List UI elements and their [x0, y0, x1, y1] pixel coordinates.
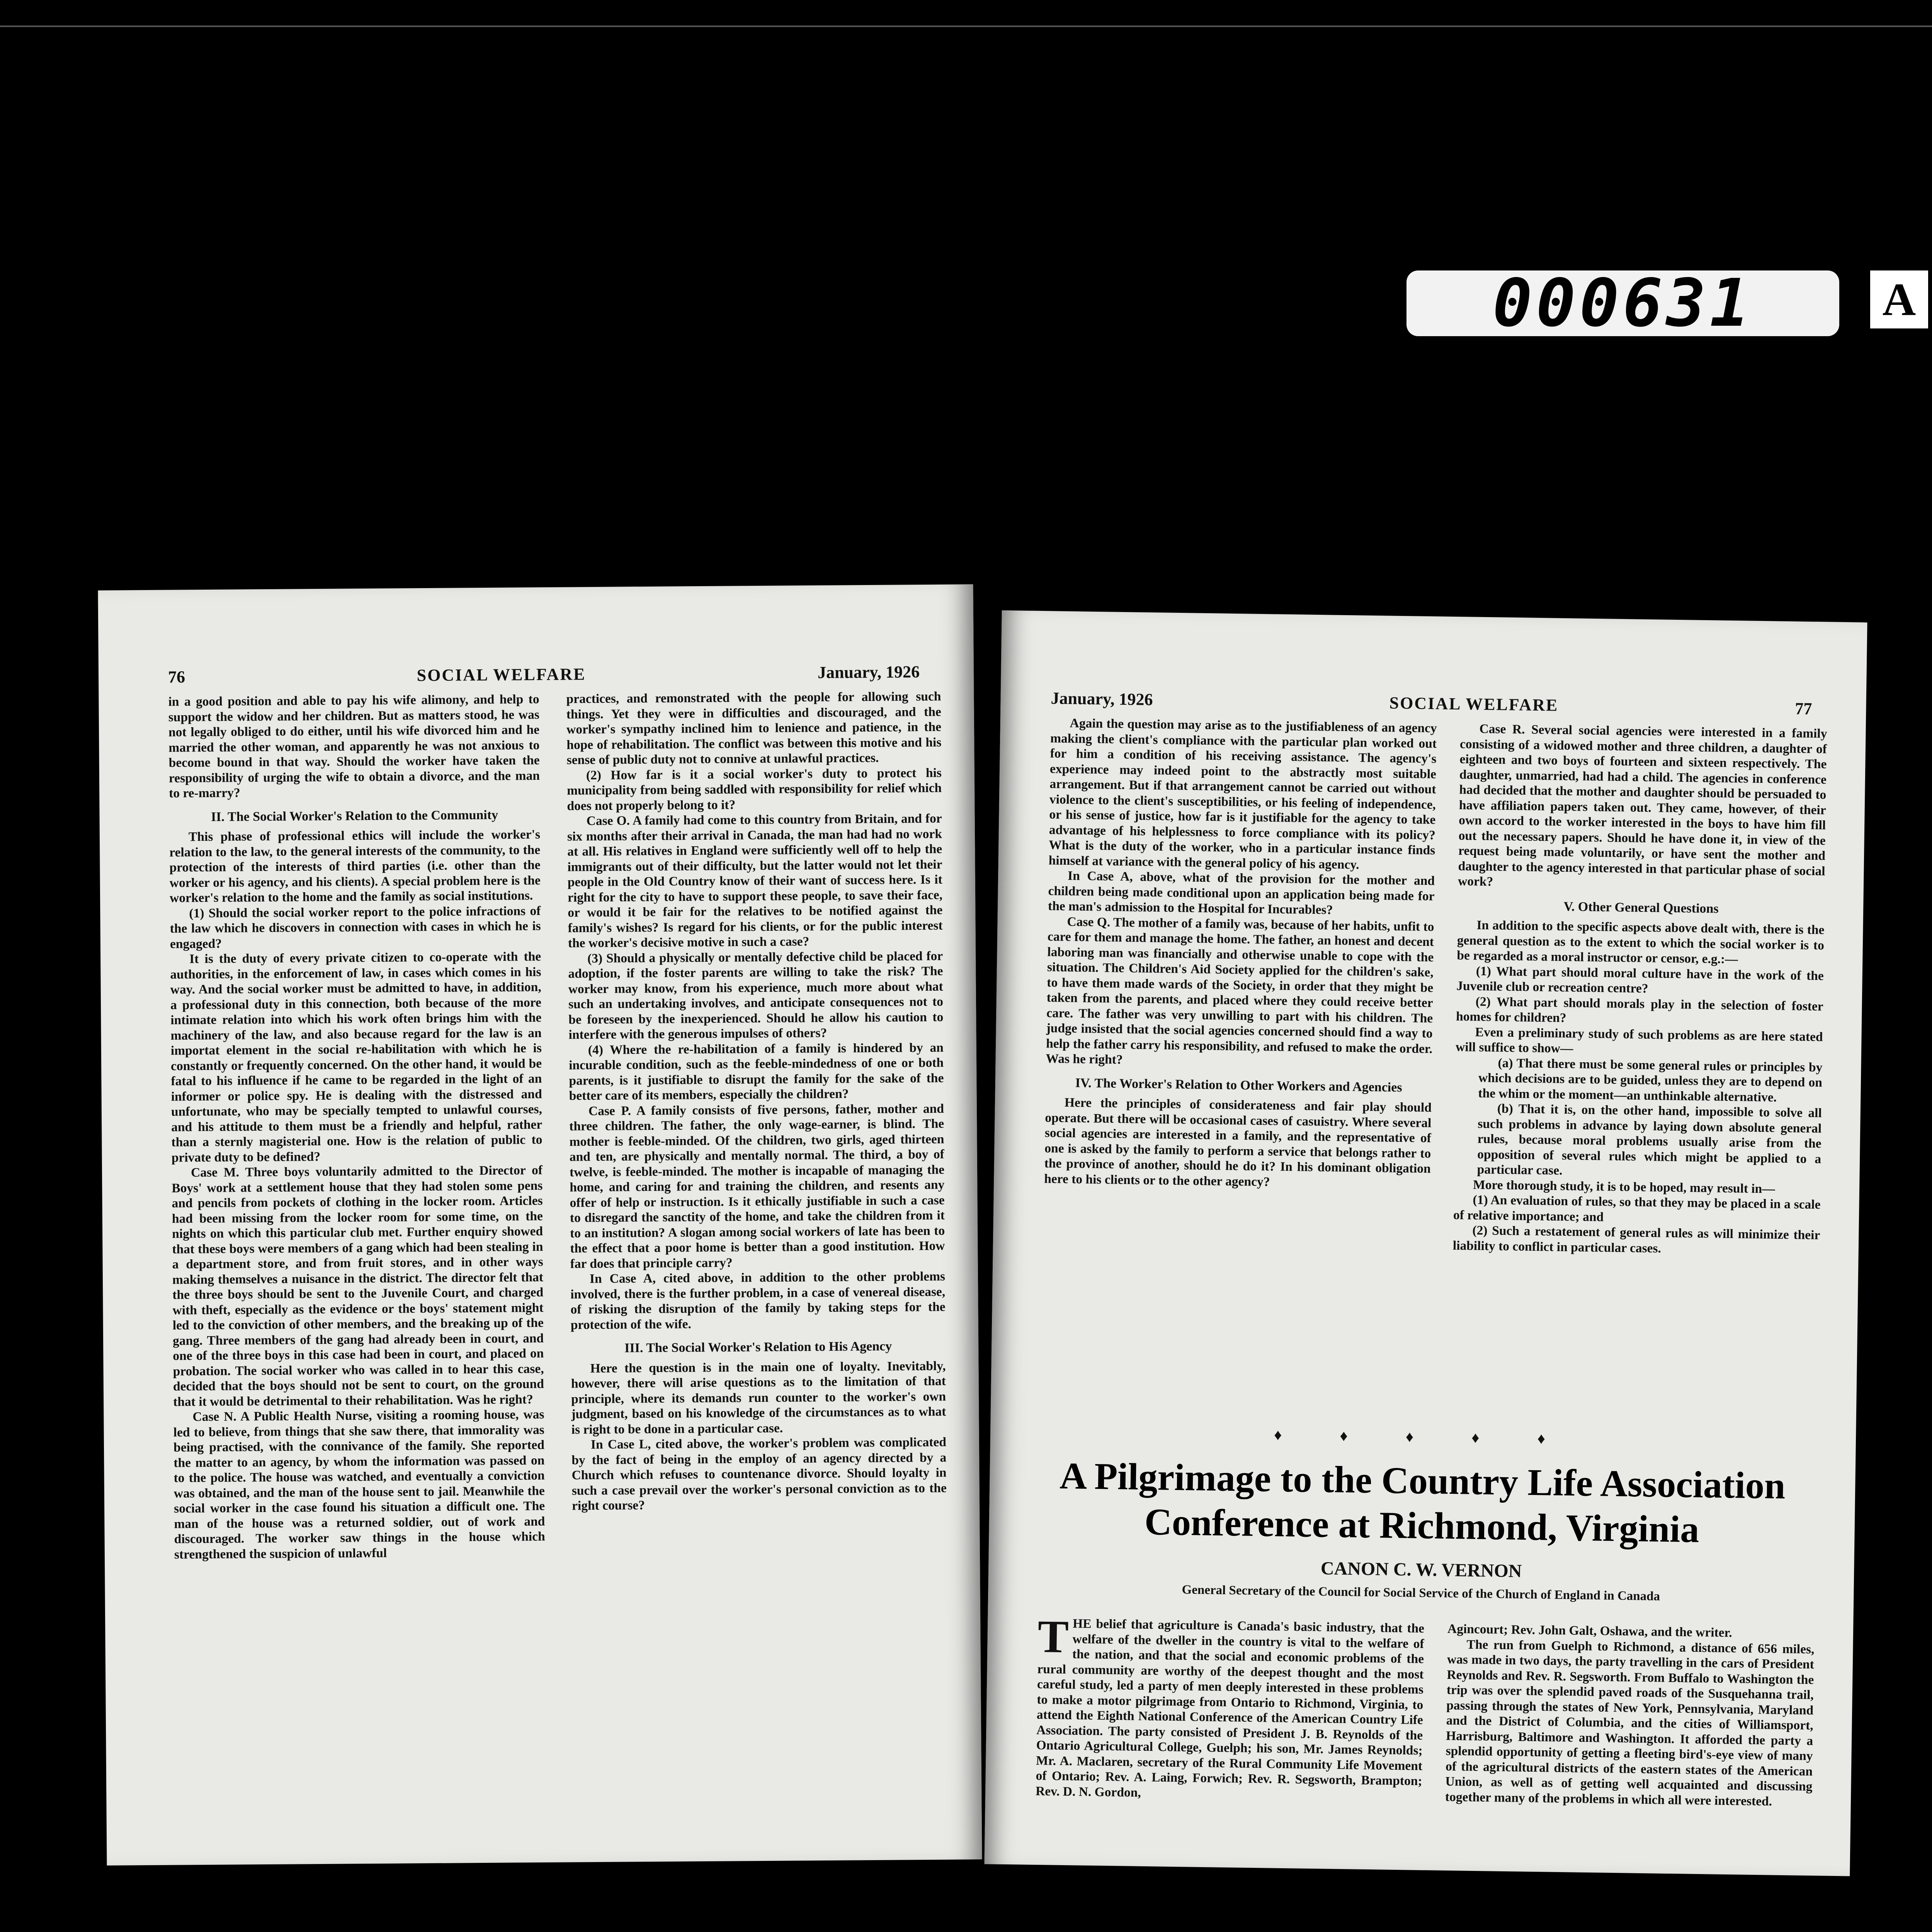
article-title [1012, 1453, 1832, 1554]
paragraph: In Case A, cited above, in addition to the other problems involved, there is the further problem, in a case of venereal disease, of risking the disruption of the family by taking steps for the protection of the wife. [570, 1269, 946, 1332]
paragraph: (3) Should a physically or mentally defective child be placed for adoption, if the foster parents are willing to take the risk? The worker may know, from his experience, much more about what such an undertaking involves, and anticipate consequences not to be foreseen by the inexperienced. Should he allow his caution to interfere with the generous impulses of others? [568, 949, 944, 1042]
section-heading: V. Other General Questions [1563, 899, 1719, 916]
paragraph: Even a preliminary study of such problems as are here stated will suffice to show— [1455, 1025, 1823, 1056]
paragraph: Again the question may arise as to the justifiableness of an agency making the client's compliance with the particular plan worked out for him a condition of his receiving assistance. The agency's experience may indeed point to the abstractly most suitable arrangement. But if that arrangement cannot be carried out without violence to the client's susceptibilities, or his feeling of independence, or his sense of justice, how far is it justifiable for the agency to take advantage of his helplessness to force compliance with its policy? What is the duty of the worker, who in a particular instance finds himself at variance with the general policy of his agency. [1048, 716, 1437, 872]
left-page [98, 584, 982, 1866]
issue-date: January, 1926 [817, 662, 920, 682]
paragraph: Agincourt; Rev. John Galt, Oshawa, and the writer. [1447, 1621, 1732, 1640]
article-column-2 [1445, 1621, 1815, 1810]
paragraph: In Case L, cited above, the worker's problem was complicated by the fact of being in the employ of an agency directed by a Church which refuses to countenance divorce. Should loyalty in such a case prevail over the worker's personal conviction as to the right course? [571, 1435, 947, 1513]
paragraph: Case P. A family consists of five persons, father, mother and three children. The father, the only wage-earner, is blind. The mother is feeble-minded. Of the children, two girls, aged thirteen and ten, are physically and mentally normal. The third, a boy of twelve, is feeble-minded. The mother is incapable of managing the home, and caring for and training the children, and resents any offer of help or instruction. Is it ethically justifiable in such a case to disregard the sanctity of the home, and take the children from it to an institution? A slogan among social workers of late has been to the effect that a poor home is better than a good institution. How far does that principle carry? [569, 1101, 945, 1271]
article-author-title: General Secretary of the Council for Social Service of the Church of England in Canada [1182, 1583, 1660, 1604]
running-title: SOCIAL WELFARE [1389, 693, 1559, 715]
article-title-line-2: Conference at Richmond, Virginia [1144, 1501, 1700, 1551]
section-heading: II. The Social Worker's Relation to the Community [211, 808, 498, 824]
paragraph [1035, 1611, 1425, 1804]
paragraph: (2) Such a restatement of general rules as will minimize their liability to conflict in particular cases. [1452, 1223, 1820, 1256]
issue-date: January, 1926 [1051, 689, 1153, 709]
paragraph: Case Q. The mother of a family was, because of her habits, unfit to care for them and manage the home. The father, an honest and decent laboring man was financially and otherwise unable to cope with the situation. The Children's Aid Society applied for the children's sake, to have them made wards of the Society, in order that they might be taken from the parents, and placed where they could receive better care. The father was very unwilling to part with his children. The judge insisted that the social agencies concerned should find a way to help the father carry his responsibility, and refused to make the order. Was he right? [1046, 914, 1434, 1067]
paragraph: Here the question is in the main one of loyalty. Inevitably, however, there will arise questions as to the limitation of that principle, where its demands run counter to the worker's own judgment, based on his knowledge of the circumstances as to what is right to be done in a particular case. [571, 1359, 946, 1437]
paragraph: It is the duty of every private citizen to co-operate with the authorities, in the enforcement of law, in cases which comes in his way. And the social worker must be admitted to have, in addition, a professional duty in this connection, both because of the more intimate relation into which his work often brings him with the machinery of the law, and also because regard for the law is an importat element in the social re-habilitation with which he is constantly or frequently concerned. On the other hand, it would be fatal to his influence if he came to be regarded in the light of an informer or police spy. He is dealing with the distressed and unfortunate, who may be specially tempted to unlawful courses, and his attitude to them must be a friendly and helpful, rather than a sternly magisterial one. How is the relation of public to private duty to be defined? [170, 949, 543, 1165]
paragraph: The run from Guelph to Richmond, a distance of 656 miles, was made in two days, the party travelling in the cars of President Reynolds and Rev. R. Segsworth. From Buffalo to Washington the trip was over the splendid paved roads of the Susquehanna trail, passing through the states of New York, Pennsylvania, Maryland and the District of Columbia, and the cities of Williamsport, Harrisburg, Baltimore and Washington. It afforded the party a splendid opportunity of getting a fleeting bird's-eye view of many of the agricultural districts of the eastern states of the American Union, as well as of getting well acquainted and discussing together many of the problems in which all were interested. [1445, 1637, 1815, 1809]
paragraph: (1) What part should moral culture have in the work of the Juvenile club or recreation centre? [1456, 964, 1824, 996]
paragraph: More thorough study, it is to be hoped, may result in— [1473, 1177, 1776, 1196]
running-title: SOCIAL WELFARE [417, 665, 586, 685]
paragraph: Case R. Several social agencies were interested in a family consisting of a widowed mother and three children, a daughter of eighteen and two boys of fourteen and sixteen respectively. The daughter, unmarried, had had a child. The agencies in conference had decided that the mother and daughter should be persuaded to have affiliation papers taken out. They came, however, of their own accord to the worker interested in the boys to have him fill out the necessary papers. Should he have done it, in view of the request being made voluntarily, or have sent the mother and daughter to the agency interested in that particular phase of social work? [1458, 721, 1827, 889]
paragraph: In Case A, above, what of the provision for the mother and children being made conditional upon an application being made for the man's admission to the Hospital for Incurables? [1048, 868, 1435, 917]
right-column-2 [1453, 721, 1827, 1258]
drop-cap: T [1037, 1611, 1069, 1663]
paragraph: in a good position and able to pay his wife alimony, and help to support the widow and her children. But as matters stood, he was not legally obliged to do either, until his wife divorced him and he married the other woman, and apparently he was not anxious to become bound in that way. Should the worker have taken the responsibility of urging the wife to obtain a divorce, and the man to re-marry? [168, 692, 540, 801]
paragraph: (a) That there must be some general rules or principles by which decisions are to be guided, unless they are to depend on the whim or the moment—an unthinkable alternative. [1478, 1056, 1823, 1105]
paragraph: This phase of professional ethics will include the worker's relation to the law, to the general interests of the community, to the protection of the interests of third parties (i.e. other than the worker or his agency, and his clients). A special problem here is the worker's relation to the home and the family as social institutions. [169, 827, 541, 905]
article-title-line-1: A Pilgrimage to the Country Life Association [1059, 1455, 1786, 1507]
section-heading: IV. The Worker's Relation to Other Workers and Agencies [1075, 1075, 1402, 1095]
frame-letter: A [1870, 270, 1928, 328]
paragraph: (1) An evaluation of rules, so that they may be placed in a scale of relative importance; and [1453, 1192, 1821, 1224]
article-column-1 [1035, 1611, 1425, 1804]
paragraph: (2) How far is it a social worker's duty to protect his municipality from being saddled with responsibility for relief which does not properly belong to it? [567, 765, 942, 813]
frame-number: 000631 [1406, 270, 1839, 336]
paragraph: Case N. A Public Health Nurse, visiting a rooming house, was led to believe, from things that she saw there, that immorality was being practised, with the connivance of the family. She reported the matter to an agency, by whom the information was passed on to the police. The house was watched, and eventually a conviction was obtained, and the man of the house sent to jail. Meanwhile the social worker in the case found his situation a difficult one. The man of the house was a returned soldier, out of work and discouraged. The worker saw things in the house which strengthened the suspicion of unlawful [173, 1407, 545, 1562]
left-running-head [168, 662, 920, 690]
paragraph: practices, and remonstrated with the people for allowing such things. Yet they were in difficulties and discouraged, and the worker's sympathy inclined him to lenience and patience, in the hope of rehabilitation. The conflict was between this motive and his sense of public duty not to connive at unlawful practices. [566, 689, 942, 767]
paragraph: (2) What part should morals play in the selection of foster homes for children? [1456, 994, 1823, 1026]
page-number: 76 [168, 667, 185, 687]
paragraph: Here the principles of considerateness and fair play should operate. But there will be occasional cases of casuistry. Where several social agencies are interested in a family, and the representative of one is asked by the family to perform a service that belongs rather to the province of another, should he do it? In his dominant obligation here to his clients or to the other agency? [1044, 1095, 1432, 1189]
film-top-edge [0, 26, 1932, 27]
paragraph: Case O. A family had come to this country from Britain, and for six months after their arrival in Canada, the man had had no work at all. His relatives in England were sufficiently well off to help the immigrants out of their difficulty, but the latter would not let their people in the Old Country know of their want of success here. Is it right for the city to have to support these people, to save their face, or would it be fair for the relatives to be notified against the family's wishes? Is regard for his clients, or for the public interest the worker's decisive motive in such a case? [567, 811, 943, 951]
paragraph: (1) Should the social worker report to the police infractions of the law which he discovers in connection with cases in which he is engaged? [170, 903, 541, 951]
paragraph: (4) Where the re-habilitation of a family is hindered by an incurable condition, such as the feeble-mindedness of one or both parents, is it justifiable to disrupt the family for the sake of the better care of its members, especially the children? [568, 1040, 944, 1103]
paragraph: Case M. Three boys voluntarily admitted to the Director of Boys' work at a settlement house that they had stolen some pens and pencils from pockets of clothing in the locker room. Articles had been missing from the locker room for some time, on the nights on which this particular club met. Further enquiry showed that these boys were members of a gang which had been stealing in a department store, and from fruit stores, and in other ways making themselves a nuisance in the district. The director felt that the three boys should be sent to the Juvenile Court, and charged with theft, especially as the evidence or the boys' statement might led to the conviction of other members, and the breaking up of the gang. Three members of the gang had already been in court, and one of the three boys in this case had been in court, and placed on probation. The social worker who was called in to hear this case, decided that the boys should not be sent to court, on the ground that it would be detrimental to their rehabilitation. Was he right? [172, 1163, 544, 1409]
page-number: 77 [1795, 699, 1812, 718]
right-page [984, 611, 1867, 1876]
article-text: HE belief that agriculture is Canada's basic industry, that the welfare of the dweller in the country is vital to the welfare of the nation, and that the social and economic problems of the rural community are worthy of the deepest thought and the most careful study, led a party of men deeply interested in these problems to make a motor pilgrimage from Ontario to Richmond, Virginia, to attend the Eighth National Conference of the American Country Life Association. The party consisted of President J. B. Reynolds of the Ontario Agricultural College, Guelph; his son, Mr. James Reynolds; Mr. A. Maclaren, secretary of the Rural Community Life Movement of Ontario; Rev. A. Laing, Forwich; Rev. R. Segsworth, Brampton; Rev. D. N. Gordon, [1035, 1616, 1425, 1800]
section-ornament: ♦ ♦ ♦ ♦ ♦ [1274, 1426, 1573, 1448]
right-column-1 [1044, 715, 1437, 1192]
left-column-1 [168, 692, 545, 1562]
paragraph: In addition to the specific aspects above dealt with, there is the general question as to the extent to which the social worker is to be regarded as a moral instructor or censor, e.g.:— [1457, 918, 1825, 967]
paragraph: (b) That it is, on the other hand, impossible to solve all such problems in advance by laying down absolute general rules, because moral problems usually arise from the opposition of several rules which might be applied to a particular case. [1477, 1101, 1822, 1178]
article-author: CANON C. W. VERNON [1320, 1558, 1522, 1582]
section-heading: III. The Social Worker's Relation to His Agency [624, 1339, 892, 1355]
left-column-2 [566, 689, 947, 1514]
